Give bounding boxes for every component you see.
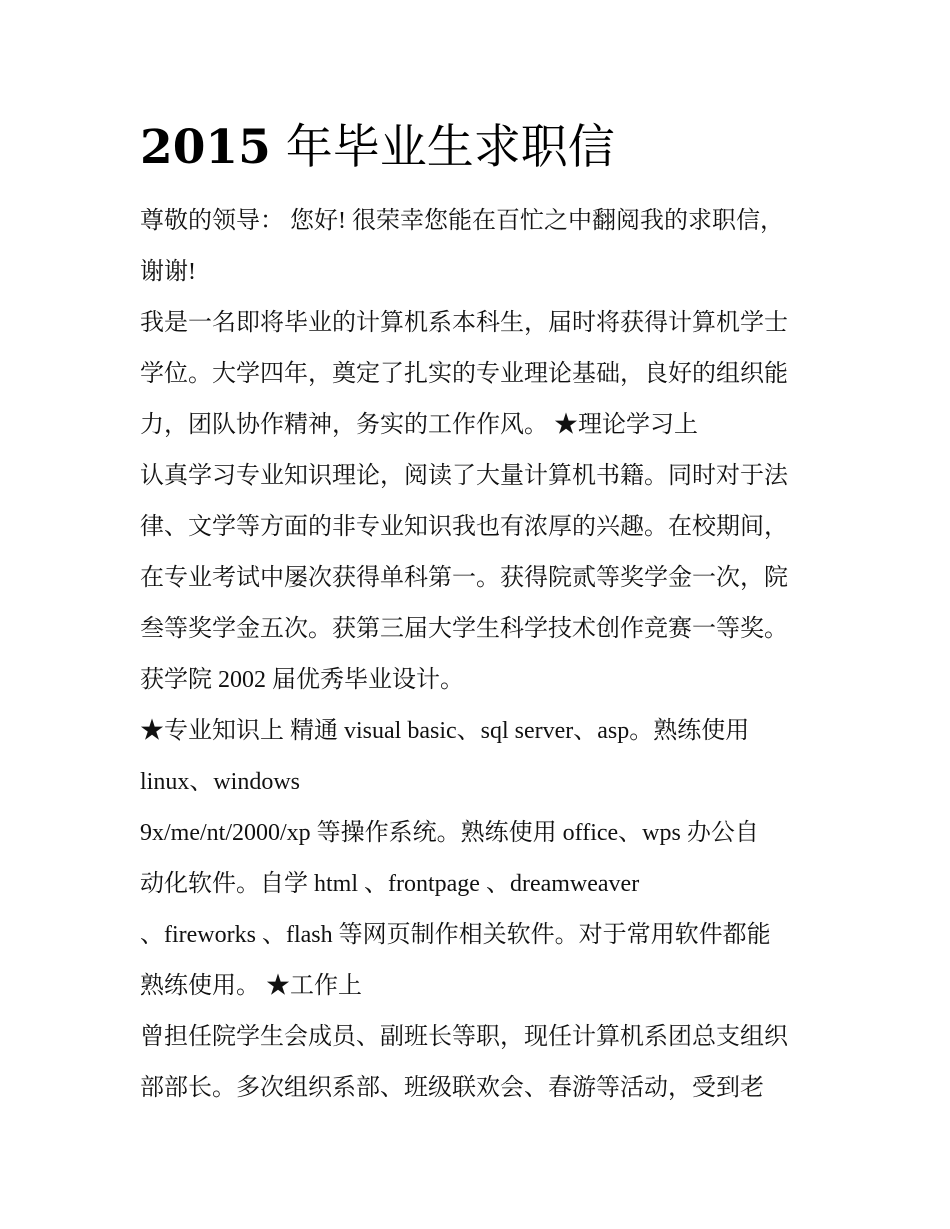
- body-line: 熟练使用。 ★工作上: [140, 973, 362, 999]
- body-line: 、fireworks 、flash 等网页制作相关软件。对于常用软件都能: [140, 922, 771, 948]
- body-line: 认真学习专业知识理论，阅读了大量计算机书籍。同时对于法: [140, 463, 788, 489]
- document-title: [140, 118, 615, 178]
- body-line: 律、文学等方面的非专业知识我也有浓厚的兴趣。在校期间，: [140, 514, 788, 540]
- body-line: 叁等奖学金五次。获第三届大学生科学技术创作竞赛一等奖。: [140, 616, 788, 642]
- body-line: linux、windows: [140, 769, 301, 795]
- body-line: 曾担任院学生会成员、副班长等职，现任计算机系团总支组织: [140, 1024, 788, 1050]
- body-line: 谢谢!: [140, 259, 196, 285]
- body-line: 尊敬的领导： 您好! 很荣幸您能在百忙之中翻阅我的求职信，: [140, 208, 784, 234]
- letter-body: [140, 196, 840, 1114]
- body-line: 获学院 2002 届优秀毕业设计。: [140, 667, 464, 693]
- body-line: 在专业考试中屡次获得单科第一。获得院贰等奖学金一次，院: [140, 565, 788, 591]
- body-line: ★专业知识上 精通 visual basic、sql server、asp。熟练使用: [140, 718, 750, 744]
- body-line: 9x/me/nt/2000/xp 等操作系统。熟练使用 office、wps 办公自: [140, 820, 759, 846]
- body-line: 我是一名即将毕业的计算机系本科生，届时将获得计算机学士: [140, 310, 788, 336]
- body-line: 力，团队协作精神，务实的工作作风。 ★理论学习上: [140, 412, 698, 438]
- body-line: 学位。大学四年，奠定了扎实的专业理论基础，良好的组织能: [140, 361, 788, 387]
- body-line: 部部长。多次组织系部、班级联欢会、春游等活动，受到老: [140, 1075, 764, 1101]
- body-line: 动化软件。自学 html 、frontpage 、dreamweaver: [140, 871, 640, 897]
- title-year: 2015: [140, 120, 271, 175]
- title-text: 年毕业生求职信: [270, 120, 615, 175]
